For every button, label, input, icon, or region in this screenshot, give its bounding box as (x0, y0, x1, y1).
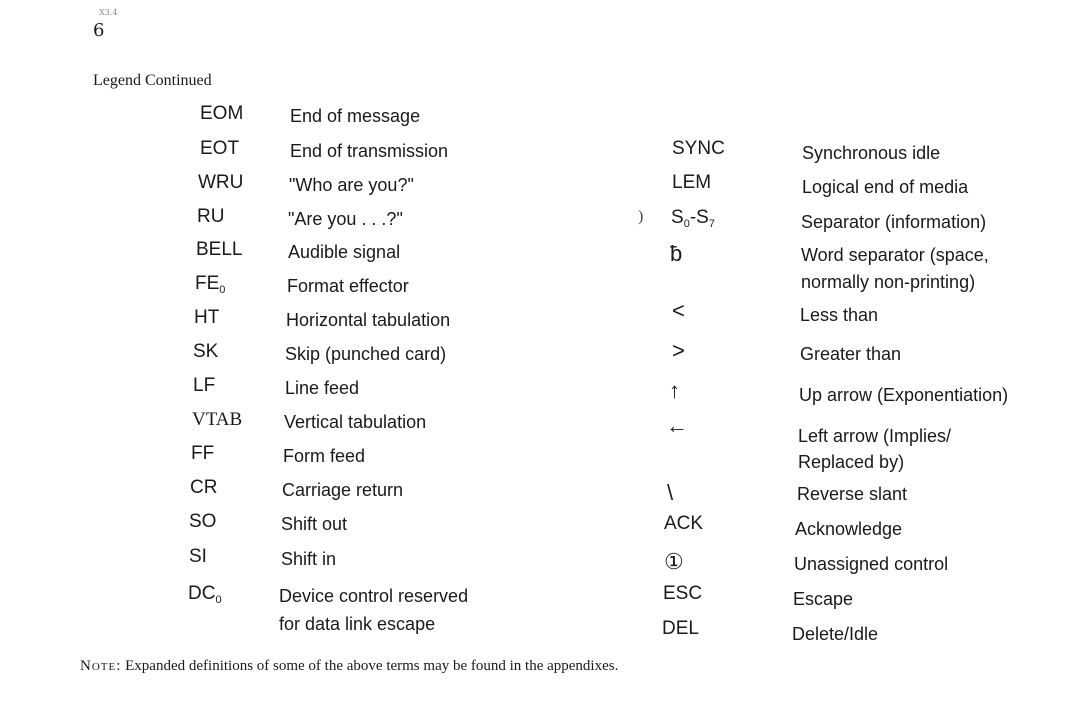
legend-meaning: Logical end of media (802, 177, 969, 197)
up-arrow-icon: ↑ (669, 378, 680, 403)
legend-title: Legend Continued (93, 72, 212, 89)
legend-code: CR (190, 477, 218, 498)
legend-meaning: Acknowledge (795, 519, 903, 539)
legend-meaning: Audible signal (288, 242, 401, 262)
legend-meaning: Less than (800, 305, 879, 325)
reference-mark: X3.4 (99, 8, 118, 17)
page-number: 6 (93, 20, 105, 41)
legend-code: SI (189, 546, 207, 567)
legend-meaning-continued: normally non-printing) (801, 272, 976, 292)
legend-meaning: Separator (information) (801, 212, 987, 232)
legend-meaning: Device control reserved (279, 586, 469, 606)
note-text: Expanded definitions of some of the above terms may be found in the appendixes. (125, 658, 619, 674)
legend-code: VTAB (192, 409, 243, 430)
legend-meaning: Left arrow (Implies/ (798, 426, 952, 446)
legend-meaning: End of transmission (290, 141, 449, 161)
legend-meaning: Delete/Idle (792, 624, 879, 644)
legend-meaning: Skip (punched card) (285, 344, 447, 364)
left-arrow-icon: ← (666, 413, 688, 438)
legend-meaning: "Who are you?" (289, 175, 414, 195)
unassigned-control-glyph: ① (664, 549, 684, 574)
legend-code: WRU (198, 172, 244, 193)
legend-code: SYNC (672, 138, 725, 159)
word-separator-glyph: ƀ (670, 241, 683, 266)
legend-code: DEL (662, 618, 699, 639)
legend-meaning: Horizontal tabulation (286, 310, 451, 330)
legend-code: $S_0-S_7$ (671, 207, 715, 230)
legend-meaning: Shift in (281, 549, 337, 569)
legend-meaning: Format effector (287, 276, 409, 296)
margin-mark: ) (638, 208, 644, 225)
legend-meaning: "Are you . . .?" (288, 209, 403, 229)
legend-meaning: Vertical tabulation (284, 412, 427, 432)
legend-meaning: Synchronous idle (802, 143, 941, 163)
legend-meaning-continued: Replaced by) (798, 452, 905, 472)
legend-meaning: Greater than (800, 344, 902, 364)
legend-code: HT (194, 307, 220, 328)
legend-code: FF (191, 443, 215, 464)
legend-meaning: Form feed (283, 446, 366, 466)
legend-code: LF (193, 375, 216, 396)
legend-meaning: End of message (290, 106, 421, 126)
legend-meaning: Up arrow (Exponentiation) (799, 385, 1009, 405)
legend-meaning: Line feed (285, 378, 360, 398)
legend-meaning: Unassigned control (794, 554, 949, 574)
legend-meaning: Carriage return (282, 480, 404, 500)
legend-code: SK (193, 341, 219, 362)
legend-meaning: Escape (793, 589, 854, 609)
legend-code: SO (189, 511, 217, 532)
legend-code: RU (197, 206, 225, 227)
legend-code: EOT (200, 138, 240, 159)
legend-meaning-continued: for data link escape (279, 614, 436, 634)
legend-code: ESC (663, 583, 703, 604)
footnote (80, 658, 618, 675)
legend-code: BELL (196, 239, 243, 260)
legend-meaning: Reverse slant (797, 484, 908, 504)
reverse-slant-glyph: \ (667, 480, 674, 505)
legend-meaning: Word separator (space, (801, 245, 989, 265)
greater-than-glyph: > (672, 338, 685, 363)
legend-code: ACK (664, 513, 704, 534)
less-than-glyph: < (672, 298, 685, 323)
legend-meaning: Shift out (281, 514, 348, 534)
legend-code: $DC_0$ (188, 583, 222, 606)
note-label: Note: (80, 658, 122, 674)
legend-code: $FE_0$ (195, 273, 226, 296)
legend-code: LEM (672, 172, 712, 193)
legend-code: EOM (200, 103, 244, 124)
